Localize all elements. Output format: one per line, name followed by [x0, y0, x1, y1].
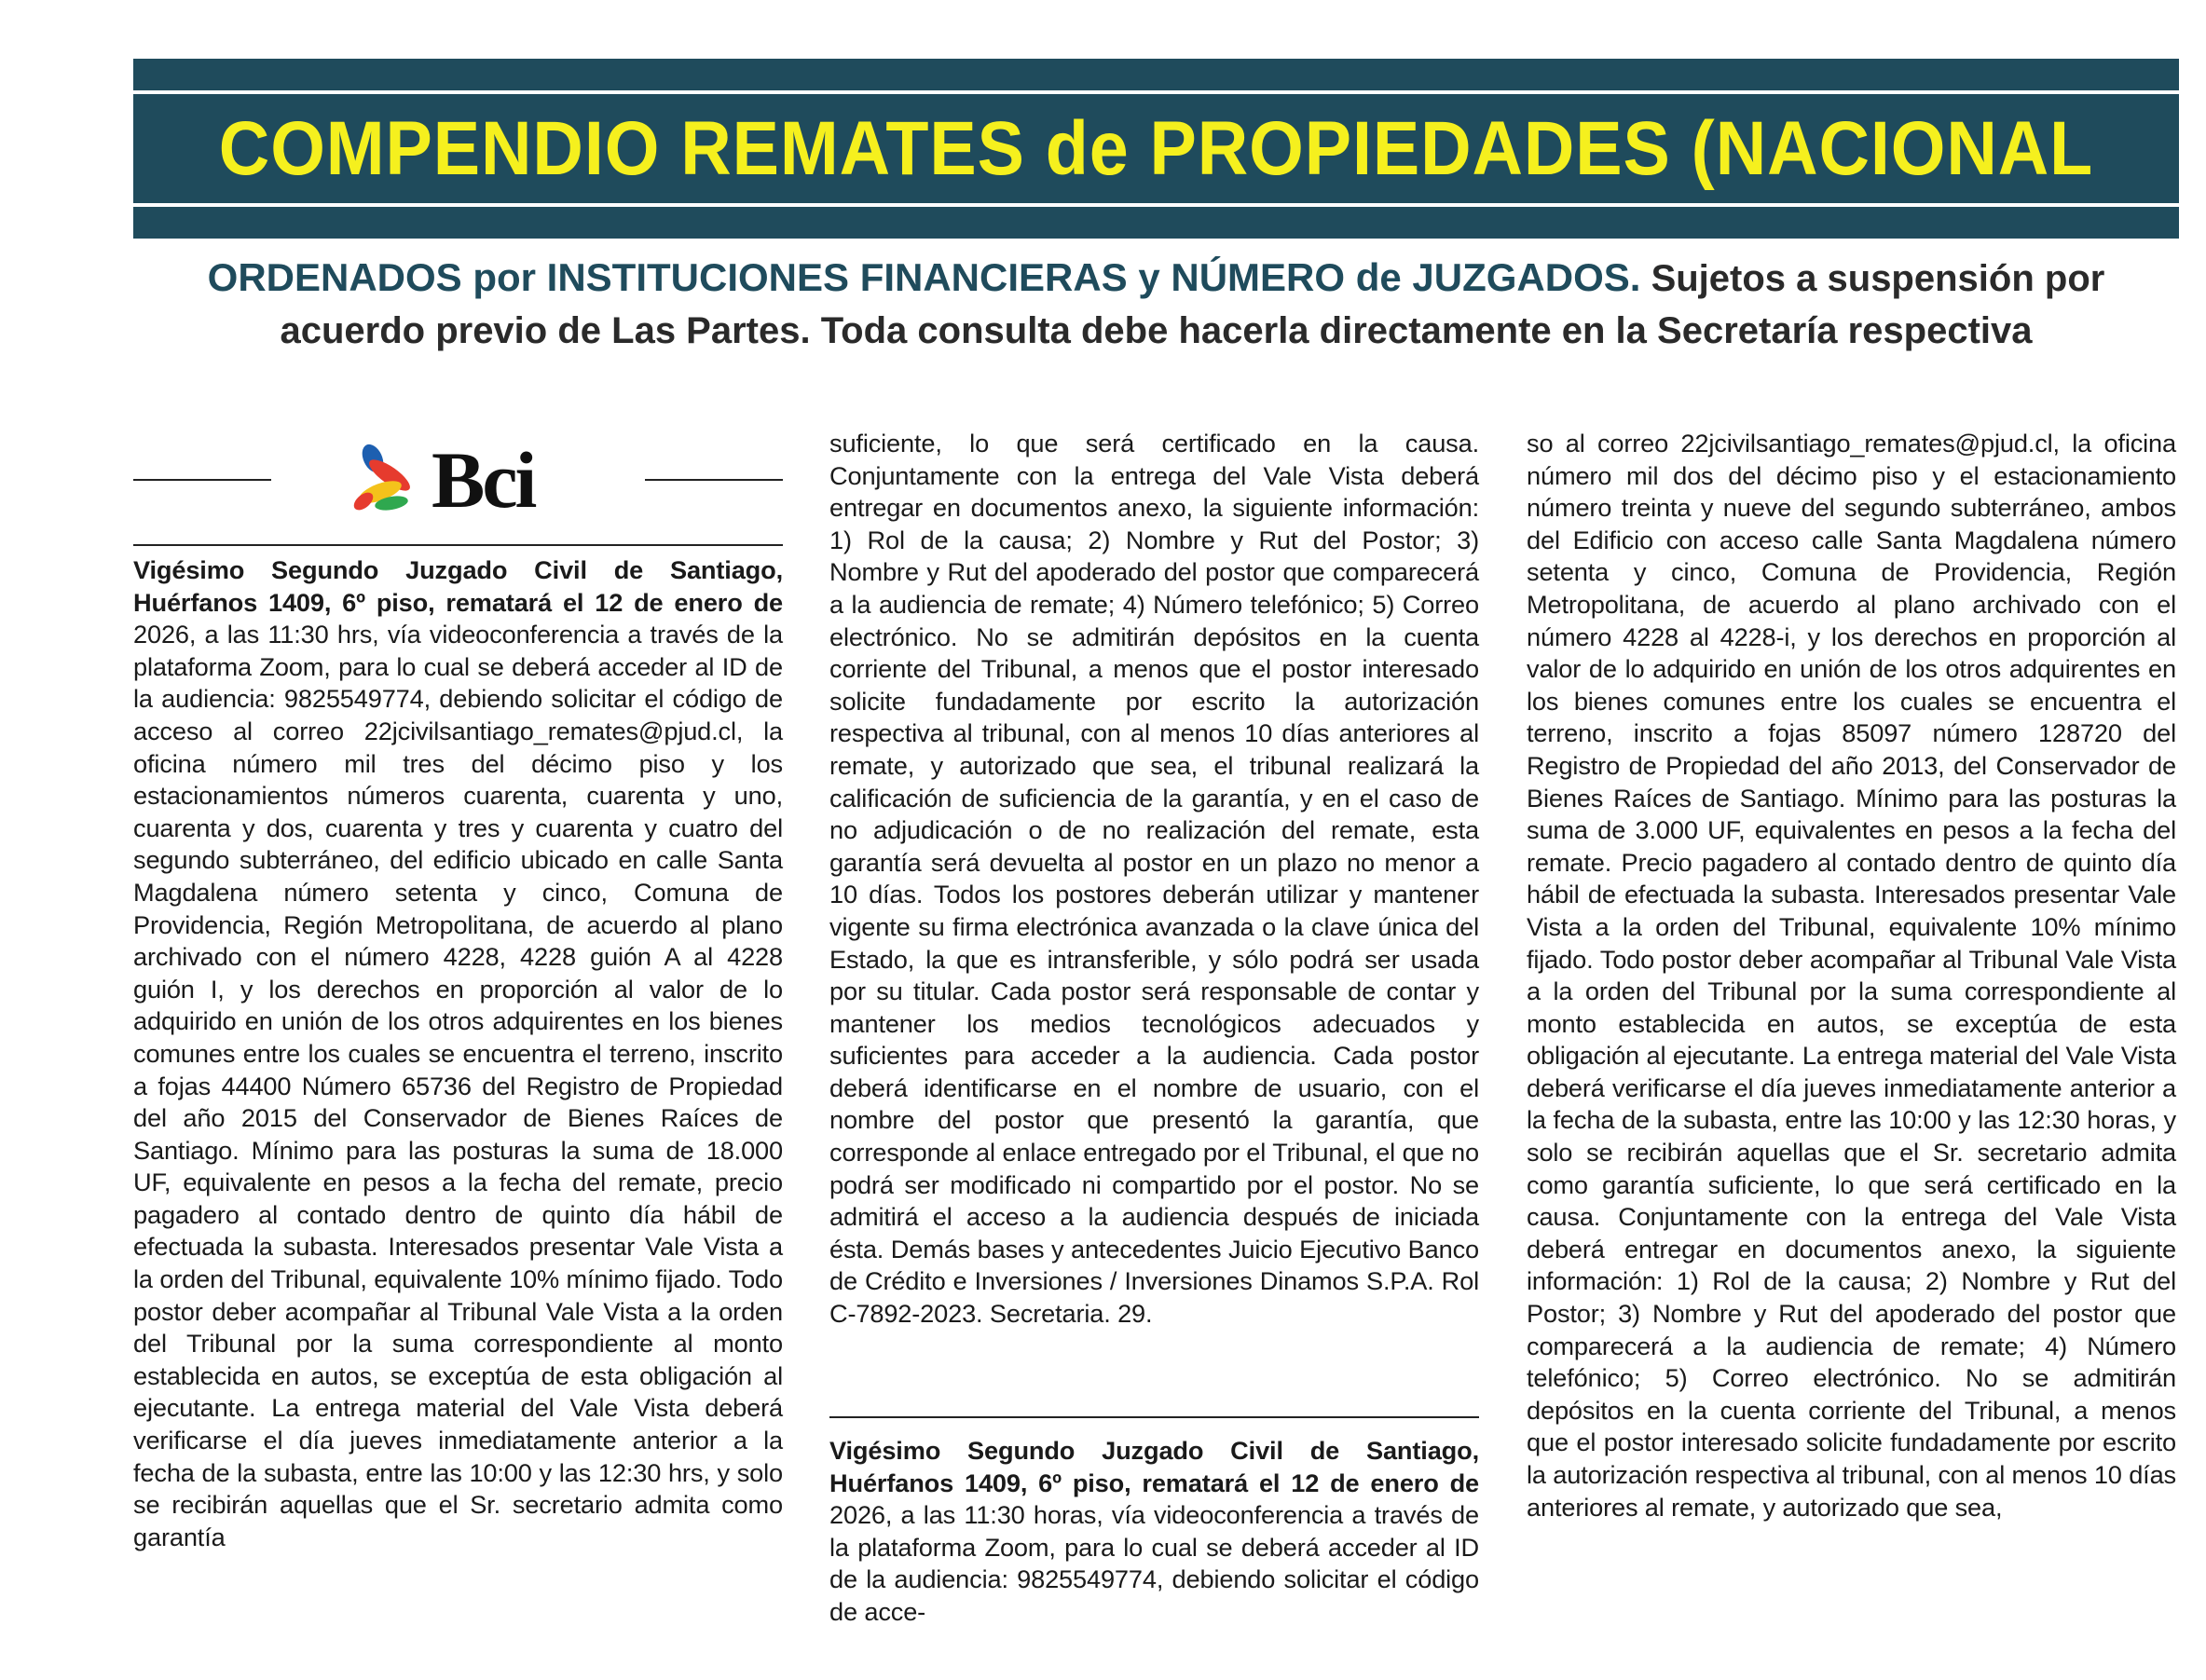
page-subtitle [133, 252, 2179, 357]
notice-2-column-2 [829, 1435, 1479, 1629]
page-title: COMPENDIO REMATES de PROPIEDADES (NACIONAL [218, 105, 2094, 191]
bci-logo [343, 435, 576, 525]
notice-2-start [829, 1435, 1479, 1629]
notice-1-lead: Vigésimo Segundo Juzgado Civil de Santiago, Huérfanos 1409, 6º piso, rematará el 12 de enero de [133, 555, 783, 617]
notice-2-continued: so al correo 22jcivilsantiago_remates@pjud.cl, la oficina número mil dos del décimo piso y el estacionamiento número treinta y nueve del segundo subterráneo, ambos del Edificio con acceso calle Santa Magdalena número setenta y cinco, Comuna de Providencia, Región Metropolitana, de acuerdo al plano archivado con el número 4228 al 4228-i, y los derechos en proporción al valor de lo adquirido en unión de los otros adquirentes en los bienes comunes entre los cuales se encuentra el terreno, inscrito a fojas 85097 número 128720 del Registro de Propiedad del año 2013, del Conservador de Bienes Raíces de Santiago. Mínimo para las posturas la suma de 3.000 UF, equivalentes en pesos a la fecha del remate. Precio pagadero al contado dentro de quinto día hábil de efectuada la subasta. Interesados presentar Vale Vista a la orden del Tribunal, equivalente 10% mínimo fijado. Todo postor deber acompañar al Tribunal Vale Vista a la orden del Tribunal por la suma correspondiente al monto establecida en autos, se exceptúa de esta obligación al ejecutante. La entrega material del Vale Vista deberá verificarse el día jueves inmediatamente anterior a la fecha de la subasta, entre las 10:00 y las 12:30 horas, y solo se recibirán aquellas que el Sr. secretario admita como garantía suficiente, lo que será certificado en la causa. Conjuntamente con la entrega del Vale Vista deberá entregar en documentos anexo, la siguiente información: 1) Rol de la causa; 2) Nombre y Rut del Postor; 3) Nombre y Rut del apoderado del postor que comparecerá a la audiencia de remate; 4) Número telefónico; 5) Correo electrónico. No se admitirán depósitos en la cuenta corriente del Tribunal, a menos que el postor interesado solicite fundadamente por escrito la autorización respectiva al tribunal, con al menos 10 días anteriores al remate, y autorizado que sea, [1527, 429, 2176, 1522]
logo-rule-right [645, 479, 783, 481]
subtitle-rest: Sujetos a suspensión por acuerdo previo de Las Partes. Toda consulta debe hacerla directamente en la Secretaría respectiva [280, 258, 2105, 351]
banner-rule-bottom [133, 203, 2179, 207]
subtitle-bold: ORDENADOS por INSTITUCIONES FINANCIERAS y NÚMERO de JUZGADOS. [207, 255, 1641, 299]
logo-rule-left [133, 479, 271, 481]
notice-1-body: 2026, a las 11:30 hrs, vía videoconferencia a través de la plataforma Zoom, para lo cual se deberá acceder al ID de la audiencia: 9825549774, debiendo solicitar el código de acceso al correo 22jcivilsantiago_remates@pjud.cl, la oficina número mil tres del décimo piso y los estacionamientos números cuarenta, cuarenta y uno, cuarenta y dos, cuarenta y tres y cuarenta y cuatro del segundo subterráneo, del edificio ubicado en calle Santa Magdalena número setenta y cinco, Comuna de Providencia, Región Metropolitana, de acuerdo al plano archivado con el número 4228, 4228 guión A al 4228 guión I, y los derechos en proporción al valor de lo adquirido en unión de los otros adquirentes en los bienes comunes entre los cuales se encuentra el terreno, inscrito a fojas 44400 Número 65736 del Registro de Propiedad del año 2015 del Conservador de Bienes Raíces de Santiago. Mínimo para las posturas la suma de 18.000 UF, equivalente en pesos a la fecha del remate, precio pagadero al contado dentro de quinto día hábil de efectuada la subasta. Interesados presentar Vale Vista a la orden del Tribunal, equivalente 10% mínimo fijado. Todo postor deber acompañar al Tribunal Vale Vista a la orden del Tribunal por la suma correspondiente al monto establecida en autos, se exceptúa de esta obligación al ejecutante. La entrega material del Vale Vista deberá verificarse el día jueves inmediatamente anterior a la fecha de la subasta, entre las 10:00 y las 12:30 hrs, y solo se recibirán aquellas que el Sr. secretario admita como garantía [133, 620, 783, 1551]
notice-1-start [133, 554, 783, 1553]
divider [133, 544, 783, 546]
notice-1-column-1 [133, 554, 783, 1553]
divider [829, 1416, 1479, 1418]
notice-1-column-2 [829, 428, 1479, 1331]
header-banner [133, 59, 2179, 239]
notice-2-column-3 [1527, 428, 2176, 1523]
notice-2-lead: Vigésimo Segundo Juzgado Civil de Santiago, Huérfanos 1409, 6º piso, rematará el 12 de enero de [829, 1436, 1479, 1497]
bci-logo-row [133, 435, 783, 525]
bci-logo-text: Bci [432, 435, 535, 525]
notice-2-body: 2026, a las 11:30 horas, vía videoconferencia a través de la plataforma Zoom, para lo cual se deberá acceder al ID de la audiencia: 9825549774, debiendo solicitar el código de acce- [829, 1500, 1479, 1626]
bci-logo-icon [343, 438, 427, 522]
notice-1-continued: suficiente, lo que será certificado en la causa. Conjuntamente con la entrega del Vale Vista deberá entregar en documentos anexo, la siguiente información: 1) Rol de la causa; 2) Nombre y Rut del Postor; 3) Nombre y Rut del apoderado del postor que comparecerá a la audiencia de remate; 4) Número telefónico; 5) Correo electrónico. No se admitirán depósitos en la cuenta corriente del Tribunal, a menos que el postor interesado solicite fundadamente por escrito la autorización respectiva al tribunal, con al menos 10 días anteriores al remate, y autorizado que sea, el tribunal realizará la calificación de suficiencia de la garantía, y en el caso de no adjudicación o de no realización del remate, esta garantía será devuelta al postor en un plazo no menor a 10 días. Todos los postores deberán utilizar y mantener vigente su firma electrónica avanzada o la clave única del Estado, la que es intransferible, y sólo podrá ser usada por su titular. Cada postor será responsable de contar y mantener los medios tecnológicos adecuados y suficientes para acceder a la audiencia. Cada postor deberá identificarse en el nombre de usuario, con el nombre del postor que presentó la garantía, que corresponde al enlace entregado por el Tribunal, el que no podrá ser modificado ni compartido por el postor. No se admitirá el acceso a la audiencia después de iniciada ésta. Demás bases y antecedentes Juicio Ejecutivo Banco de Crédito e Inversiones / Inversiones Dinamos S.P.A. Rol C-7892-2023. Secretaria. 29. [829, 429, 1479, 1329]
